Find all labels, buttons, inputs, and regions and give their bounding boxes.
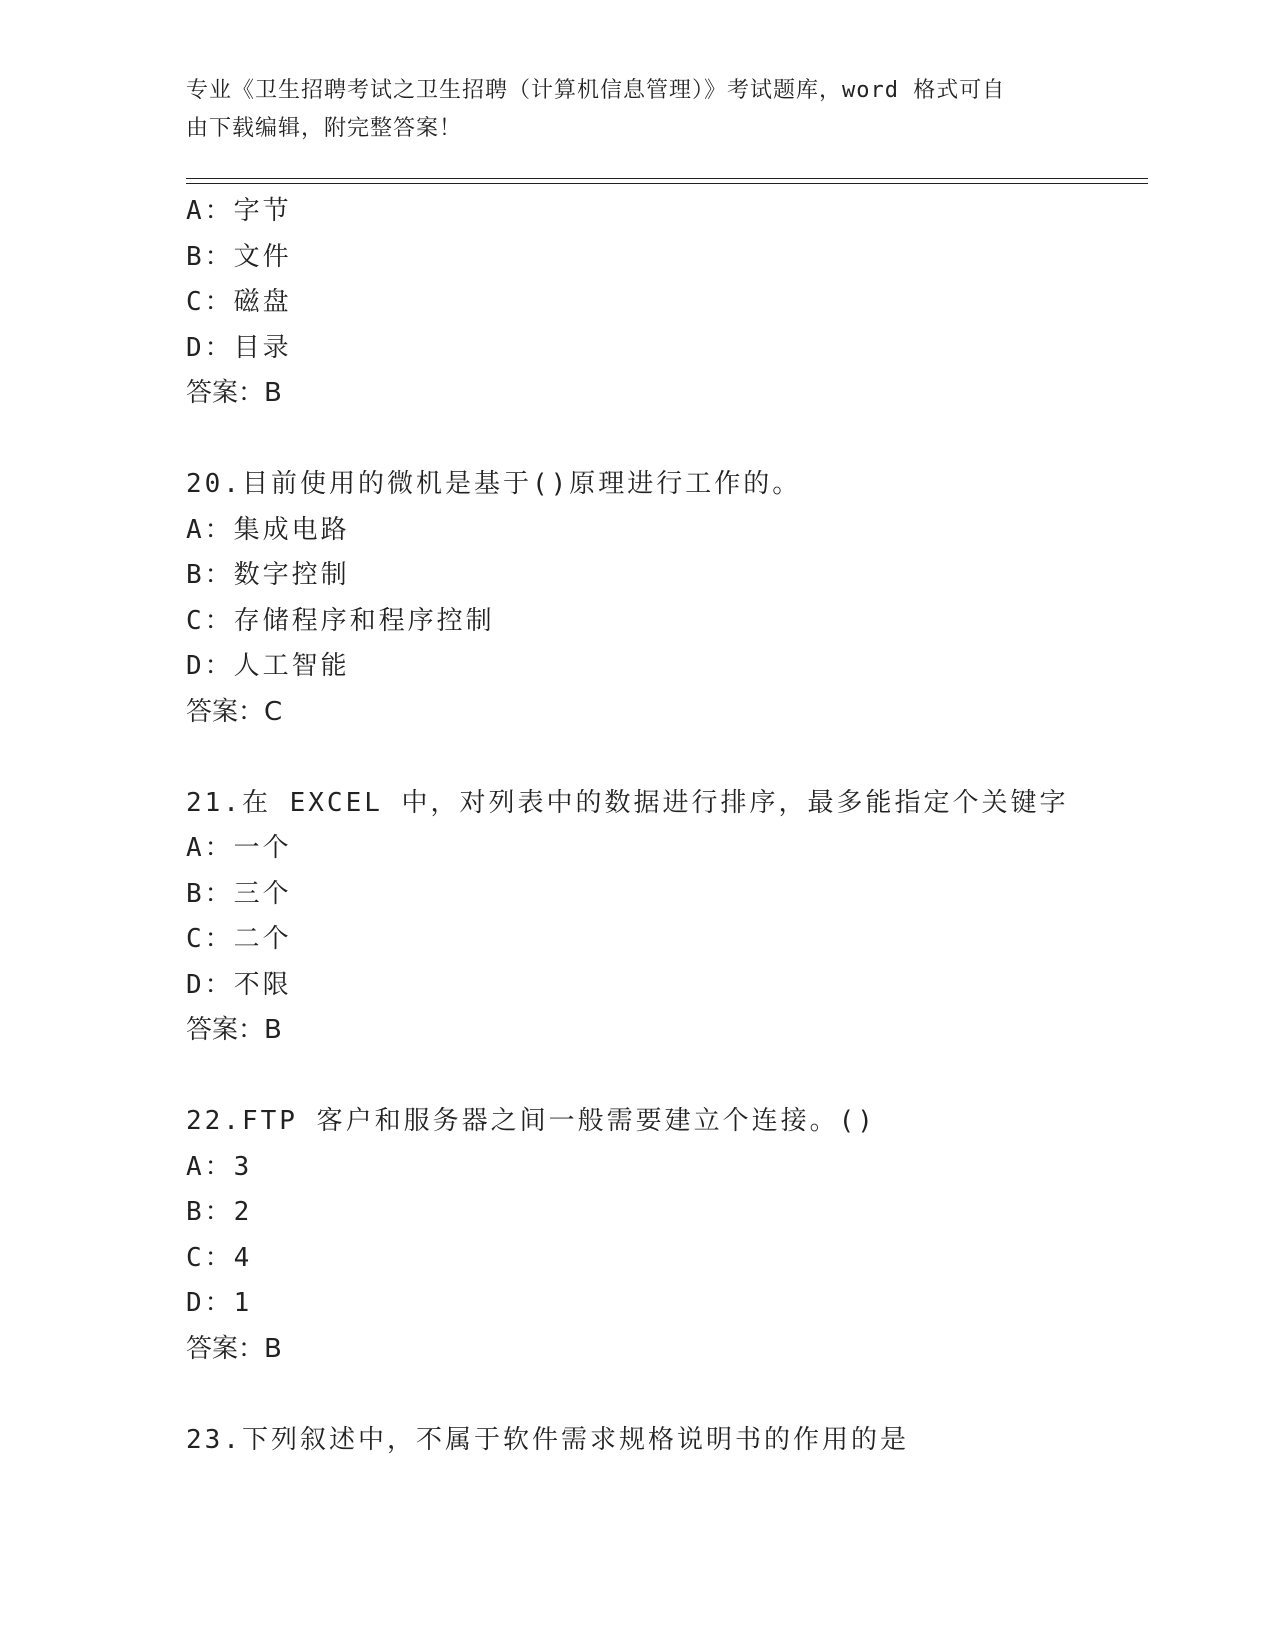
question-text: 23.下列叙述中，不属于软件需求规格说明书的作用的是 [186,1424,909,1455]
option-d: D：不限 [186,969,292,1000]
answer-text: 答案：B [186,1015,282,1045]
option-d: D：人工智能 [186,651,350,681]
spacer [186,417,1146,463]
answer-text: 答案：C [186,696,283,727]
option-d: D：目录 [186,332,292,363]
header-divider [186,178,1148,184]
question-22 [186,1099,1146,1372]
option-a: A：3 [186,1151,253,1182]
option-a: A：集成电路 [186,514,350,545]
answer-text: 答案：B [186,378,282,408]
spacer [186,1054,1146,1100]
option-b: B：三个 [186,878,292,909]
spacer [186,735,1146,781]
option-d: D：1 [186,1288,253,1318]
option-c: C：4 [186,1242,253,1273]
document-header [186,72,1076,148]
option-c: C：磁盘 [186,287,292,317]
question-21 [186,781,1146,1054]
option-b: B：2 [186,1197,253,1227]
option-b: B：文件 [186,241,292,272]
answer-text: 答案：B [186,1333,282,1364]
question-20 [186,462,1146,735]
header-line-2: 由下载编辑，附完整答案！ [186,116,463,141]
question-23 [186,1418,1146,1464]
question-text: 22.FTP 客户和服务器之间一般需要建立个连接。() [186,1106,876,1136]
spacer [186,1372,1146,1418]
option-b: B：数字控制 [186,560,350,590]
question-19 [186,189,1146,417]
option-a: A：字节 [186,196,292,226]
header-line-1: 专业《卫生招聘考试之卫生招聘（计算机信息管理）》考试题库，word 格式可自 [186,78,1006,103]
option-c: C：二个 [186,924,292,954]
option-a: A：一个 [186,833,292,863]
question-list [186,189,1146,1463]
question-text: 20.目前使用的微机是基于()原理进行工作的。 [186,469,802,499]
question-text: 21.在 EXCEL 中，对列表中的数据进行排序，最多能指定个关键字 [186,787,1069,818]
option-c: C：存储程序和程序控制 [186,605,495,636]
